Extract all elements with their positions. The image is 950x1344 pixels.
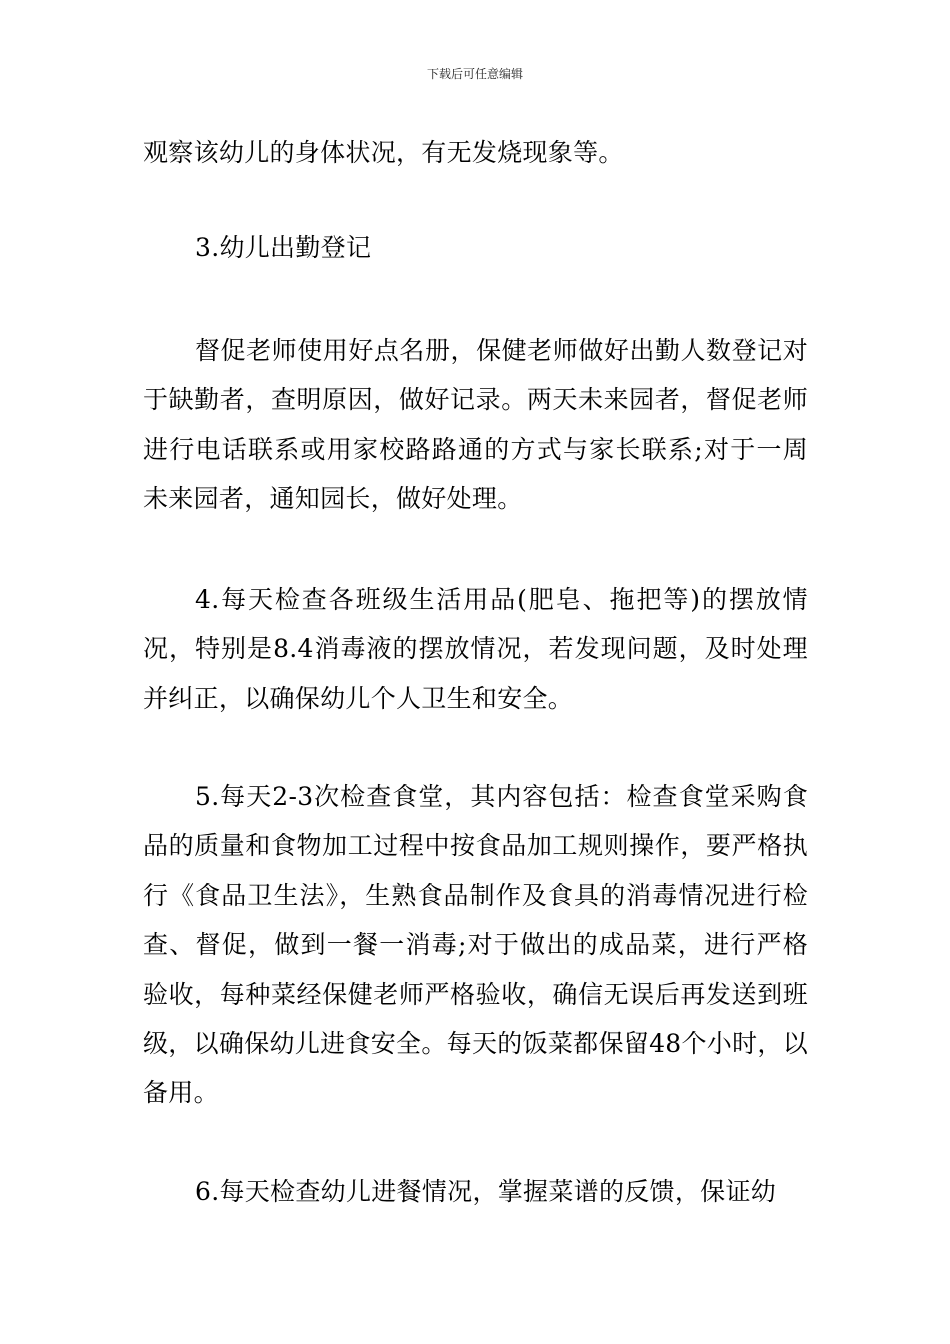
section-heading-attendance: 3.幼儿出勤登记	[195, 233, 372, 262]
paragraph-supplies-check: 4.每天检查各班级生活用品(肥皂、拖把等)的摆放情况，特别是8.4消毒液的摆放情况，若发现问题，及时处理并纠正，以确保幼儿个人卫生和安全。	[143, 585, 808, 713]
page-header-note: 下载后可任意编辑	[426, 67, 523, 81]
paragraph-canteen-check: 5.每天2-3次检查食堂，其内容包括：检查食堂采购食品的质量和食物加工过程中按食品加工规则操作，要严格执行《食品卫生法》，生熟食品制作及食具的消毒情况进行检查、督促，做到一餐一消毒;对于做出的成品菜，进行严格验收，每种菜经保健老师严格验收，确信无误后再发送到班级，以确保幼儿进食安全。每天的饭菜都保留48个小时，以备用。	[143, 782, 808, 1108]
paragraph-meal-check: 6.每天检查幼儿进餐情况，掌握菜谱的反馈，保证幼	[195, 1177, 777, 1206]
paragraph-continuation: 观察该幼儿的身体状况，有无发烧现象等。	[143, 138, 624, 167]
paragraph-attendance: 督促老师使用好点名册，保健老师做好出勤人数登记对于缺勤者，查明原因，做好记录。两天未来园者，督促老师进行电话联系或用家校路路通的方式与家长联系;对于一周未来园者，通知园长，做好处理。	[143, 336, 808, 514]
